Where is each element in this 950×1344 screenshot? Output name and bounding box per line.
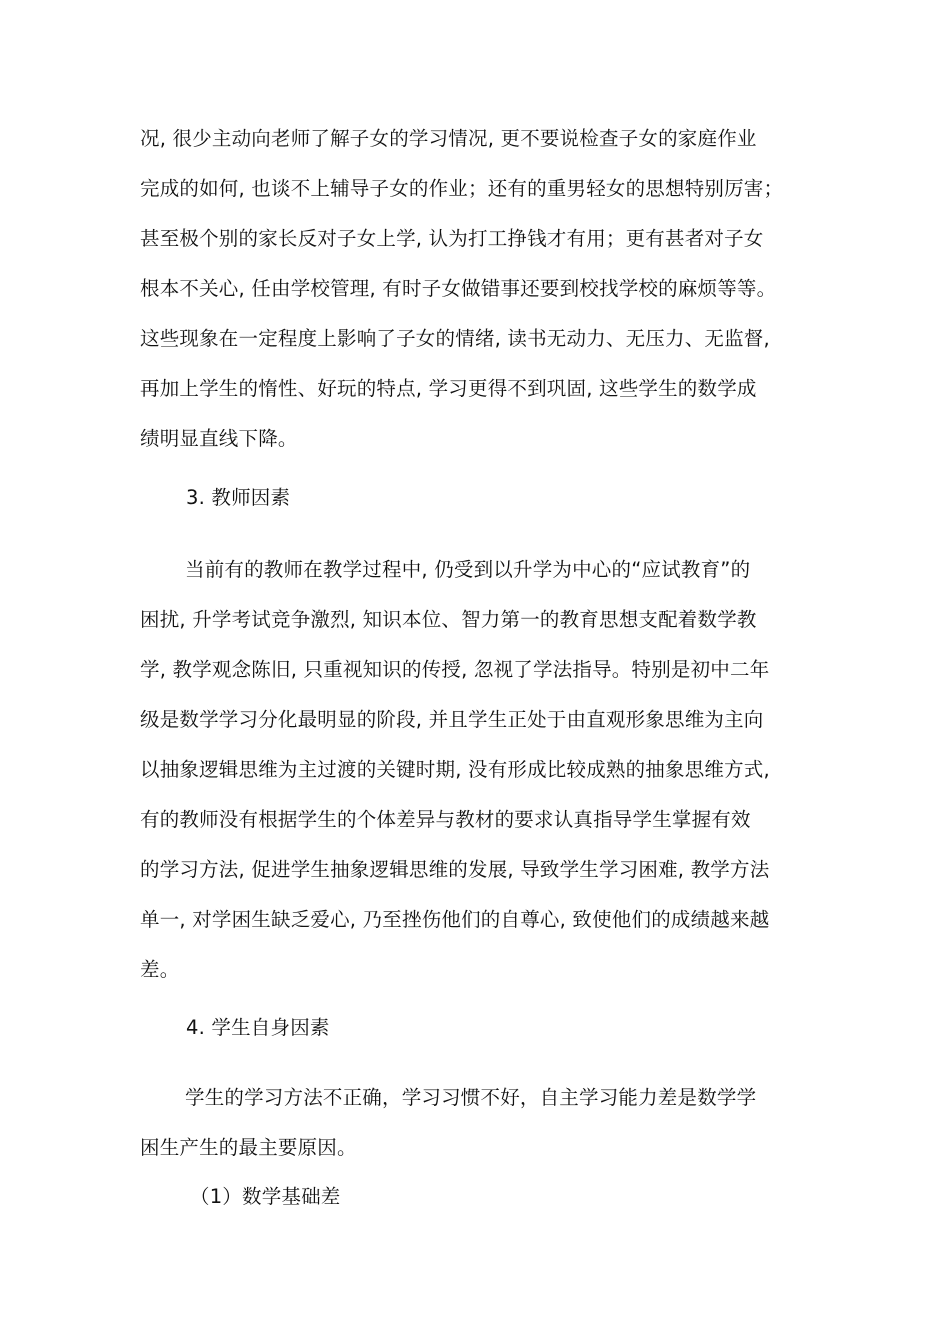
paragraph-1-line-2: 完成的如何, 也谈不上辅导子女的作业；还有的重男轻女的思想特别厉害；: [140, 177, 784, 200]
section-heading-student-factors: 4. 学生自身因素: [186, 1016, 330, 1039]
paragraph-2-line-1: 当前有的教师在教学过程中, 仍受到以升学为中心的“应试教育”的: [185, 558, 751, 581]
paragraph-2-line-5: 以抽象逻辑思维为主过渡的关键时期, 没有形成比较成熟的抽象思维方式,: [140, 758, 770, 781]
paragraph-1-line-3: 甚至极个别的家长反对子女上学, 认为打工挣钱才有用；更有甚者对子女: [140, 227, 764, 250]
paragraph-1-line-6: 再加上学生的惰性、好玩的特点, 学习更得不到巩固, 这些学生的数学成: [140, 377, 757, 400]
paragraph-2-line-6: 有的教师没有根据学生的个体差异与教材的要求认真指导学生掌握有效: [140, 808, 751, 831]
paragraph-1-line-1: 况, 很少主动向老师了解子女的学习情况, 更不要说检查子女的家庭作业: [140, 127, 757, 150]
paragraph-3-line-1: 学生的学习方法不正确，学习习惯不好，自主学习能力差是数学学: [185, 1086, 757, 1109]
paragraph-3-line-2: 困生产生的最主要原因。: [140, 1136, 357, 1159]
paragraph-2-line-8: 单一, 对学困生缺乏爱心, 乃至挫伤他们的自尊心, 致使他们的成绩越来越: [140, 908, 770, 931]
paragraph-2-line-7: 的学习方法, 促进学生抽象逻辑思维的发展, 导致学生学习困难, 教学方法: [140, 858, 770, 881]
paragraph-1-line-7: 绩明显直线下降。: [140, 427, 298, 450]
paragraph-2-line-3: 学, 教学观念陈旧, 只重视知识的传授, 忽视了学法指导。特别是初中二年: [140, 658, 770, 681]
paragraph-1-line-4: 根本不关心, 任由学校管理, 有时子女做错事还要到校找学校的麻烦等等。: [140, 277, 777, 300]
paragraph-2-line-9: 差。: [140, 958, 180, 981]
section-heading-teacher-factors: 3. 教师因素: [186, 486, 291, 509]
paragraph-1-line-5: 这些现象在一定程度上影响了子女的情绪, 读书无动力、无压力、无监督,: [140, 327, 770, 350]
paragraph-2-line-2: 困扰, 升学考试竞争激烈, 知识本位、智力第一的教育思想支配着数学教: [140, 608, 757, 631]
subheading-math-foundation: （1）数学基础差: [190, 1185, 341, 1208]
paragraph-2-line-4: 级是数学学习分化最明显的阶段, 并且学生正处于由直观形象思维为主向: [140, 708, 764, 731]
